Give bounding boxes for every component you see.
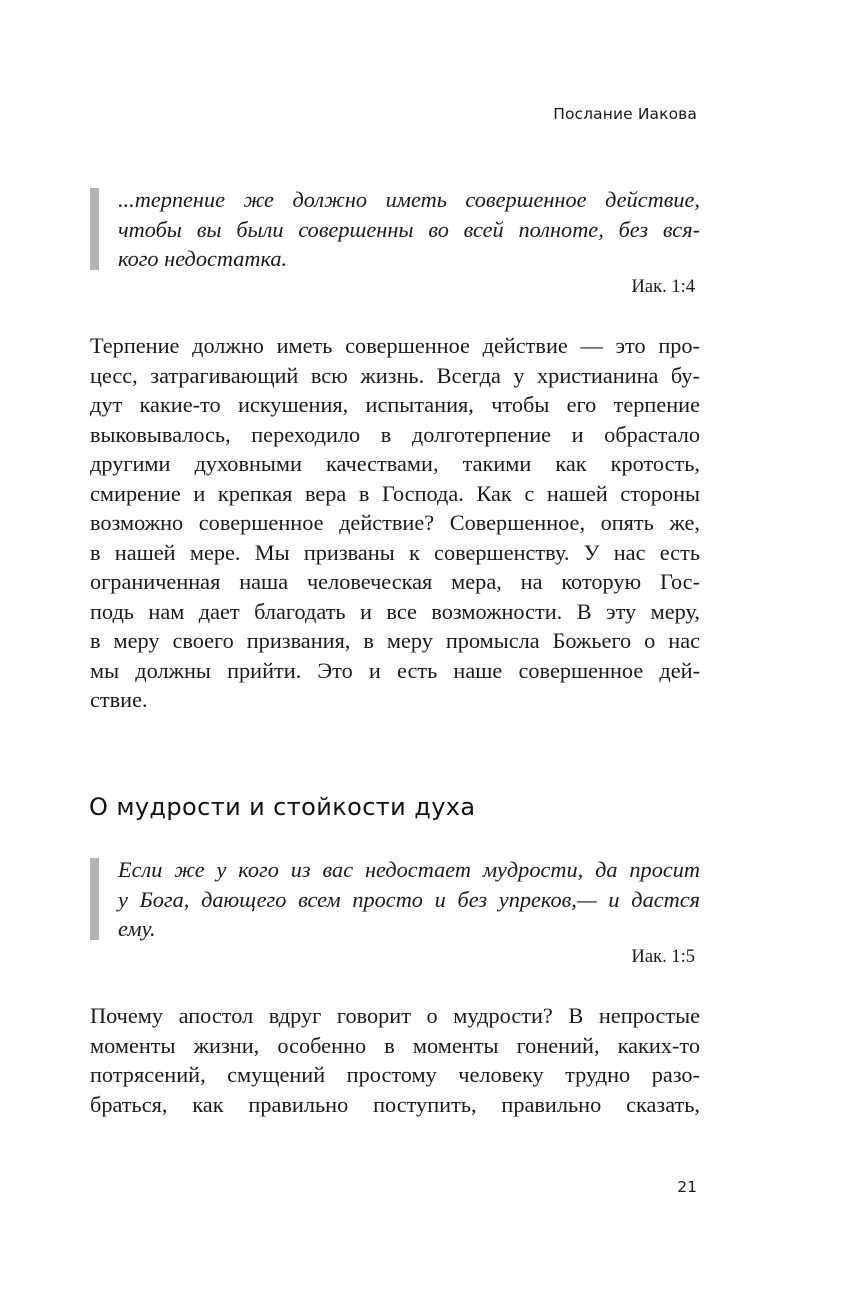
quote-line: ...терпение же должно иметь совершенное действие,	[118, 187, 700, 212]
quote-bar	[90, 188, 99, 270]
text-line: выковывалось, переходило в долготерпение и обрастало	[90, 421, 700, 447]
text-line: Терпение должно иметь совершенное действие — это про-	[90, 333, 700, 358]
text-line: моменты жизни, особенно в моменты гонений, каких-то	[90, 1032, 700, 1058]
page-number: 21	[677, 1178, 697, 1196]
text-line: браться, как правильно поступить, правильно сказать,	[90, 1091, 700, 1117]
text-line: дут какие-то искушения, испытания, чтобы его терпение	[90, 392, 700, 417]
text-line: мы должны прийти. Это и есть наше совершенное дей-	[90, 657, 700, 683]
section-title: О мудрости и стойкости духа	[89, 793, 476, 821]
quote-line: чтобы вы были совершенны во всей полноте, без вся-	[118, 216, 700, 242]
text-line: другими духовными качествами, такими как кротость,	[90, 451, 700, 476]
text-line: ограниченная наша человеческая мера, на которую Гос-	[90, 569, 700, 594]
text-line: в нашей мере. Мы призваны к совершенству. У нас есть	[90, 539, 700, 565]
running-head: Послание Иакова	[553, 105, 697, 123]
quote-reference: Иак. 1:5	[631, 947, 695, 967]
paragraph-1	[90, 331, 700, 715]
text-line: смирение и крепкая вера в Господа. Как с нашей стороны	[90, 480, 700, 506]
quote-line: у Бога, дающего всем просто и без упреков,— и дастся	[118, 886, 700, 912]
text-line: Почему апостол вдруг говорит о мудрости? В непростые	[90, 1003, 700, 1028]
text-line: ствие.	[90, 687, 148, 712]
text-line: в меру своего призвания, в меру промысла Божьего о нас	[90, 628, 700, 653]
text-line: цесс, затрагивающий всю жизнь. Всегда у христианина бу-	[90, 362, 700, 388]
quote-bar	[90, 858, 99, 940]
paragraph-2	[90, 1001, 700, 1119]
quote-text	[118, 855, 700, 944]
quote-line: Если же у кого из вас недостает мудрости, да просит	[118, 857, 700, 882]
text-line: потрясений, смущений простому человеку трудно разо-	[90, 1062, 700, 1087]
quote-line: ему.	[118, 916, 156, 941]
text-line: возможно совершенное действие? Совершенное, опять же,	[90, 510, 700, 535]
quote-line: кого недостатка.	[118, 246, 288, 271]
quote-text	[118, 185, 700, 274]
text-line: подь нам дает благодать и все возможности. В эту меру,	[90, 598, 700, 624]
epigraph-quote-2	[90, 855, 700, 965]
quote-reference: Иак. 1:4	[631, 277, 695, 297]
epigraph-quote-1	[90, 185, 700, 295]
